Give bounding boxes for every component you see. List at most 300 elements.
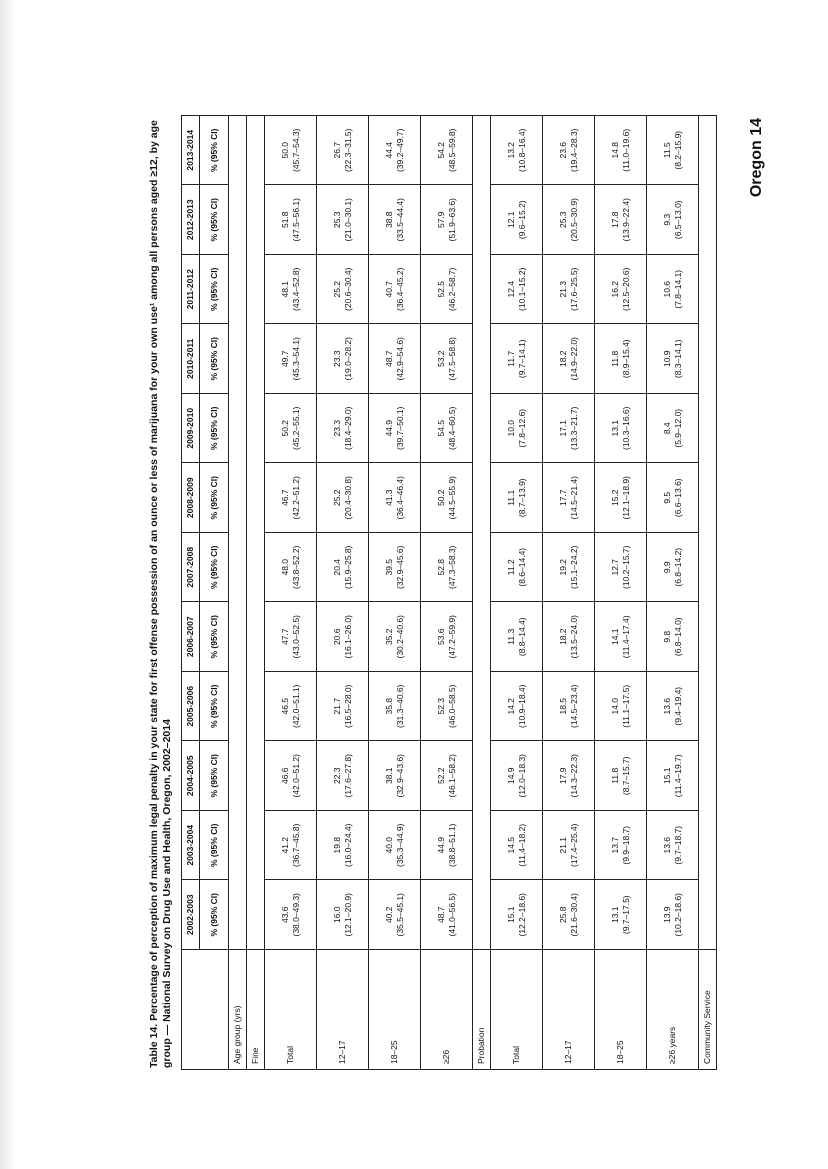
cell-confidence-interval: (38.8–51.1) bbox=[446, 823, 457, 867]
header-year-row bbox=[182, 116, 200, 1070]
table-cell bbox=[317, 463, 369, 533]
age-group-label: Age group (yrs) bbox=[229, 950, 247, 1070]
table-cell bbox=[369, 602, 421, 672]
cell-confidence-interval: (43.4–52.8) bbox=[290, 267, 301, 311]
table-cell bbox=[265, 811, 317, 881]
section-row bbox=[247, 116, 265, 1070]
cell-confidence-interval: (11.0–19.6) bbox=[620, 128, 631, 172]
cell-value: 11.2 bbox=[505, 559, 516, 576]
cell-confidence-interval: (51.9–63.6) bbox=[446, 198, 457, 242]
cell-value: 14.0 bbox=[609, 697, 620, 715]
cell-confidence-interval: (18.4–29.0) bbox=[342, 406, 353, 450]
cell-value: 52.3 bbox=[435, 697, 446, 715]
cell-value: 21.7 bbox=[331, 697, 342, 715]
cell-confidence-interval: (14.9–22.0) bbox=[568, 337, 579, 381]
cell-value: 41.2 bbox=[279, 836, 290, 854]
table-cell bbox=[647, 116, 699, 186]
cell-confidence-interval: (12.5–20.6) bbox=[620, 267, 631, 311]
table-cell bbox=[543, 324, 595, 394]
table-cell bbox=[543, 116, 595, 186]
cell-confidence-interval: (42.9–54.6) bbox=[394, 337, 405, 381]
table-cell bbox=[317, 741, 369, 811]
header-year-2002-2003: 2002-2003 bbox=[182, 880, 200, 950]
section-label: Community Service bbox=[699, 950, 717, 1070]
header-corner bbox=[182, 950, 229, 1070]
header-subheader: % (95% CI) bbox=[200, 533, 229, 603]
cell-confidence-interval: (8.6–14.4) bbox=[516, 547, 527, 587]
table-cell bbox=[595, 463, 647, 533]
cell-value: 14.5 bbox=[505, 836, 516, 854]
cell-confidence-interval: (17.6–25.5) bbox=[568, 267, 579, 311]
cell-confidence-interval: (11.4–19.7) bbox=[672, 754, 683, 798]
cell-confidence-interval: (6.8–14.2) bbox=[672, 547, 683, 587]
table-cell bbox=[265, 602, 317, 672]
table-cell bbox=[421, 324, 473, 394]
table-body bbox=[229, 116, 717, 1070]
cell-value: 20.4 bbox=[331, 558, 342, 576]
cell-confidence-interval: (47.2–59.9) bbox=[446, 615, 457, 659]
header-subheader: % (95% CI) bbox=[200, 185, 229, 255]
cell-value: 20.6 bbox=[331, 628, 342, 646]
cell-confidence-interval: (8.8–14.4) bbox=[516, 617, 527, 657]
cell-confidence-interval: (46.1–58.2) bbox=[446, 754, 457, 798]
table-cell bbox=[491, 463, 543, 533]
header-year-2005-2006: 2005-2006 bbox=[182, 672, 200, 742]
cell-value: 19.8 bbox=[331, 836, 342, 854]
table-cell bbox=[317, 255, 369, 325]
table-cell bbox=[265, 741, 317, 811]
cell-confidence-interval: (22.3–31.5) bbox=[342, 128, 353, 172]
cell-value: 50.2 bbox=[279, 419, 290, 437]
cell-confidence-interval: (9.7–18.7) bbox=[672, 825, 683, 865]
row-label: Total bbox=[491, 950, 543, 1070]
cell-confidence-interval: (10.2–15.7) bbox=[620, 545, 631, 589]
cell-value: 53.6 bbox=[435, 628, 446, 646]
cell-value: 13.1 bbox=[609, 419, 620, 437]
header-year-2012-2013: 2012-2013 bbox=[182, 185, 200, 255]
cell-confidence-interval: (13.3–21.7) bbox=[568, 406, 579, 450]
cell-value: 52.2 bbox=[435, 767, 446, 785]
table-cell bbox=[595, 185, 647, 255]
section-label: Fine bbox=[247, 950, 265, 1070]
cell-value: 48.1 bbox=[279, 280, 290, 298]
cell-value: 14.2 bbox=[505, 697, 516, 715]
table-cell bbox=[369, 463, 421, 533]
cell-confidence-interval: (12.1–18.9) bbox=[620, 476, 631, 520]
rotated-table-block bbox=[148, 115, 712, 1070]
table-cell bbox=[647, 602, 699, 672]
cell-value: 23.3 bbox=[331, 350, 342, 368]
table-cell bbox=[647, 811, 699, 881]
cell-value: 17.8 bbox=[609, 211, 620, 229]
cell-confidence-interval: (36.4–46.4) bbox=[394, 476, 405, 520]
table-cell bbox=[265, 255, 317, 325]
header-subheader: % (95% CI) bbox=[200, 880, 229, 950]
table-cell bbox=[265, 533, 317, 603]
cell-value: 13.6 bbox=[661, 836, 672, 854]
cell-confidence-interval: (8.7–15.7) bbox=[620, 756, 631, 796]
table-cell bbox=[647, 394, 699, 464]
cell-value: 50.0 bbox=[279, 141, 290, 159]
table-cell bbox=[317, 880, 369, 950]
section-fill bbox=[473, 116, 491, 950]
section-fill bbox=[699, 116, 717, 950]
table-row bbox=[317, 116, 369, 1070]
cell-confidence-interval: (36.4–45.2) bbox=[394, 267, 405, 311]
table-cell bbox=[317, 533, 369, 603]
cell-value: 15.1 bbox=[505, 906, 516, 924]
table-cell bbox=[543, 255, 595, 325]
row-label: ≥26 bbox=[421, 950, 473, 1070]
cell-confidence-interval: (11.4–17.4) bbox=[620, 615, 631, 659]
table-cell bbox=[647, 533, 699, 603]
cell-confidence-interval: (8.3–14.1) bbox=[672, 339, 683, 379]
row-label: 12–17 bbox=[543, 950, 595, 1070]
cell-value: 18.5 bbox=[557, 697, 568, 715]
table-cell bbox=[265, 116, 317, 186]
cell-confidence-interval: (45.2–55.1) bbox=[290, 406, 301, 450]
table-cell bbox=[647, 672, 699, 742]
table-cell bbox=[543, 463, 595, 533]
cell-value: 13.2 bbox=[505, 141, 516, 159]
cell-value: 25.2 bbox=[331, 489, 342, 507]
cell-value: 8.4 bbox=[661, 422, 672, 435]
cell-confidence-interval: (6.8–14.0) bbox=[672, 617, 683, 657]
cell-confidence-interval: (32.9–45.6) bbox=[394, 545, 405, 589]
age-group-row bbox=[229, 116, 247, 1070]
header-year-2007-2008: 2007-2008 bbox=[182, 533, 200, 603]
cell-value: 46.5 bbox=[279, 697, 290, 715]
cell-confidence-interval: (19.0–28.2) bbox=[342, 337, 353, 381]
cell-confidence-interval: (45.7–54.3) bbox=[290, 128, 301, 172]
cell-confidence-interval: (6.5–13.0) bbox=[672, 200, 683, 240]
table-cell bbox=[491, 394, 543, 464]
table-cell bbox=[265, 672, 317, 742]
cell-confidence-interval: (42.0–51.1) bbox=[290, 684, 301, 728]
header-year-2008-2009: 2008-2009 bbox=[182, 463, 200, 533]
cell-confidence-interval: (15.1–24.2) bbox=[568, 545, 579, 589]
cell-value: 26.7 bbox=[331, 141, 342, 159]
header-subheader: % (95% CI) bbox=[200, 394, 229, 464]
table-title: Table 14. Percentage of perception of maximum legal penalty in your state for first offense possession of an ounce or less of marijuana for your own use¹ among all persons aged ≥12, by age group — National Survey on Drug Use and Health, Oregon, 2002–2014 bbox=[148, 120, 173, 1068]
cell-confidence-interval: (9.4–19.4) bbox=[672, 686, 683, 726]
cell-value: 15.1 bbox=[661, 767, 672, 785]
table-cell bbox=[491, 185, 543, 255]
table-cell bbox=[317, 602, 369, 672]
table-cell bbox=[265, 880, 317, 950]
section-label: Probation bbox=[473, 950, 491, 1070]
table-row bbox=[647, 116, 699, 1070]
cell-confidence-interval: (41.0–56.5) bbox=[446, 893, 457, 937]
cell-confidence-interval: (42.2–51.2) bbox=[290, 476, 301, 520]
table-cell bbox=[421, 672, 473, 742]
cell-confidence-interval: (7.8–14.1) bbox=[672, 269, 683, 309]
cell-value: 16.0 bbox=[331, 906, 342, 924]
table-cell bbox=[421, 741, 473, 811]
table-cell bbox=[595, 116, 647, 186]
header-subheader: % (95% CI) bbox=[200, 255, 229, 325]
table-cell bbox=[543, 602, 595, 672]
table-cell bbox=[369, 741, 421, 811]
table-cell bbox=[369, 811, 421, 881]
cell-value: 46.6 bbox=[279, 767, 290, 785]
cell-value: 9.8 bbox=[661, 630, 672, 643]
cell-value: 9.9 bbox=[661, 561, 672, 574]
table-cell bbox=[543, 185, 595, 255]
cell-value: 14.1 bbox=[609, 628, 620, 646]
table-cell bbox=[421, 394, 473, 464]
table-cell bbox=[317, 811, 369, 881]
header-year-2010-2011: 2010-2011 bbox=[182, 324, 200, 394]
table-row bbox=[491, 116, 543, 1070]
cell-confidence-interval: (7.8–12.6) bbox=[516, 408, 527, 448]
table-cell bbox=[491, 255, 543, 325]
header-subheader: % (95% CI) bbox=[200, 116, 229, 186]
table-cell bbox=[421, 533, 473, 603]
cell-confidence-interval: (15.9–25.8) bbox=[342, 545, 353, 589]
table-cell bbox=[265, 463, 317, 533]
table-cell bbox=[317, 185, 369, 255]
table-cell bbox=[595, 672, 647, 742]
cell-value: 17.7 bbox=[557, 489, 568, 507]
cell-value: 40.2 bbox=[383, 906, 394, 924]
table-cell bbox=[543, 672, 595, 742]
cell-confidence-interval: (47.5–58.8) bbox=[446, 337, 457, 381]
table-cell bbox=[369, 116, 421, 186]
cell-confidence-interval: (47.3–58.3) bbox=[446, 545, 457, 589]
cell-value: 38.1 bbox=[383, 767, 394, 785]
cell-value: 17.1 bbox=[557, 419, 568, 437]
table-cell bbox=[595, 394, 647, 464]
table-cell bbox=[421, 463, 473, 533]
section-row bbox=[699, 116, 717, 1070]
header-subheader: % (95% CI) bbox=[200, 811, 229, 881]
table-cell bbox=[317, 672, 369, 742]
age-group-fill bbox=[229, 116, 247, 950]
cell-confidence-interval: (31.3–40.6) bbox=[394, 684, 405, 728]
cell-value: 10.0 bbox=[505, 419, 516, 437]
cell-confidence-interval: (46.2–58.7) bbox=[446, 267, 457, 311]
cell-confidence-interval: (8.2–15.9) bbox=[672, 130, 683, 170]
cell-value: 25.3 bbox=[557, 211, 568, 229]
cell-value: 35.2 bbox=[383, 628, 394, 646]
table-row bbox=[543, 116, 595, 1070]
cell-value: 54.2 bbox=[435, 141, 446, 159]
table-cell bbox=[595, 602, 647, 672]
row-label: 18–25 bbox=[369, 950, 421, 1070]
table-cell bbox=[647, 324, 699, 394]
row-label: ≥26 years bbox=[647, 950, 699, 1070]
cell-confidence-interval: (13.5–24.0) bbox=[568, 615, 579, 659]
table-cell bbox=[421, 880, 473, 950]
cell-confidence-interval: (10.8–16.4) bbox=[516, 128, 527, 172]
header-subheader: % (95% CI) bbox=[200, 602, 229, 672]
table-cell bbox=[421, 811, 473, 881]
row-label: 12–17 bbox=[317, 950, 369, 1070]
cell-value: 13.6 bbox=[661, 697, 672, 715]
cell-confidence-interval: (14.3–22.3) bbox=[568, 754, 579, 798]
cell-confidence-interval: (10.3–16.6) bbox=[620, 406, 631, 450]
cell-confidence-interval: (12.1–20.9) bbox=[342, 893, 353, 937]
table-cell bbox=[369, 324, 421, 394]
cell-value: 11.7 bbox=[505, 350, 516, 367]
header-subheader: % (95% CI) bbox=[200, 672, 229, 742]
cell-confidence-interval: (43.0–52.5) bbox=[290, 615, 301, 659]
cell-confidence-interval: (21.0–30.1) bbox=[342, 198, 353, 242]
table-cell bbox=[369, 185, 421, 255]
cell-confidence-interval: (35.5–45.1) bbox=[394, 893, 405, 937]
table-cell bbox=[491, 533, 543, 603]
cell-value: 10.6 bbox=[661, 280, 672, 298]
cell-confidence-interval: (39.2–49.7) bbox=[394, 128, 405, 172]
table-cell bbox=[543, 741, 595, 811]
cell-value: 21.1 bbox=[557, 836, 568, 854]
cell-confidence-interval: (45.3–54.1) bbox=[290, 337, 301, 381]
cell-confidence-interval: (17.4–25.4) bbox=[568, 823, 579, 867]
cell-confidence-interval: (5.9–12.0) bbox=[672, 408, 683, 448]
table-cell bbox=[647, 880, 699, 950]
cell-confidence-interval: (10.1–15.2) bbox=[516, 267, 527, 311]
cell-value: 12.7 bbox=[609, 558, 620, 576]
cell-confidence-interval: (10.9–18.4) bbox=[516, 684, 527, 728]
table-cell bbox=[317, 324, 369, 394]
cell-confidence-interval: (11.1–17.5) bbox=[620, 684, 631, 728]
cell-value: 9.5 bbox=[661, 491, 672, 504]
cell-confidence-interval: (9.7–14.1) bbox=[516, 339, 527, 379]
table-cell bbox=[317, 394, 369, 464]
header-year-2004-2005: 2004-2005 bbox=[182, 741, 200, 811]
cell-value: 53.2 bbox=[435, 350, 446, 368]
cell-value: 52.5 bbox=[435, 280, 446, 298]
cell-value: 9.3 bbox=[661, 213, 672, 226]
table-cell bbox=[647, 463, 699, 533]
table-cell bbox=[595, 324, 647, 394]
cell-confidence-interval: (13.9–22.4) bbox=[620, 198, 631, 242]
cell-value: 13.1 bbox=[609, 906, 620, 924]
page-number: Oregon 14 bbox=[748, 118, 765, 198]
cell-value: 44.9 bbox=[383, 419, 394, 437]
header-year-2013-2014: 2013-2014 bbox=[182, 116, 200, 186]
cell-confidence-interval: (10.2–18.6) bbox=[672, 893, 683, 937]
table-row bbox=[369, 116, 421, 1070]
table-cell bbox=[369, 255, 421, 325]
cell-value: 15.2 bbox=[609, 489, 620, 507]
header-subheader: % (95% CI) bbox=[200, 741, 229, 811]
cell-confidence-interval: (16.5–28.0) bbox=[342, 684, 353, 728]
table-cell bbox=[491, 741, 543, 811]
cell-value: 35.8 bbox=[383, 697, 394, 715]
table-cell bbox=[491, 324, 543, 394]
cell-confidence-interval: (46.0–58.5) bbox=[446, 684, 457, 728]
cell-value: 48.7 bbox=[435, 906, 446, 924]
table-cell bbox=[595, 811, 647, 881]
cell-value: 48.7 bbox=[383, 350, 394, 368]
cell-value: 17.9 bbox=[557, 767, 568, 785]
cell-value: 10.9 bbox=[661, 350, 672, 368]
header-subheader: % (95% CI) bbox=[200, 324, 229, 394]
cell-confidence-interval: (47.5–56.1) bbox=[290, 198, 301, 242]
table-cell bbox=[595, 741, 647, 811]
table-cell bbox=[369, 394, 421, 464]
table-cell bbox=[491, 811, 543, 881]
cell-value: 57.9 bbox=[435, 211, 446, 229]
cell-confidence-interval: (8.9–15.4) bbox=[620, 339, 631, 379]
cell-confidence-interval: (44.5–55.9) bbox=[446, 476, 457, 520]
cell-confidence-interval: (20.4–30.8) bbox=[342, 476, 353, 520]
table-cell bbox=[421, 185, 473, 255]
table-cell bbox=[491, 116, 543, 186]
cell-value: 25.8 bbox=[557, 906, 568, 924]
cell-value: 12.1 bbox=[505, 211, 516, 229]
cell-value: 25.3 bbox=[331, 211, 342, 229]
cell-value: 19.2 bbox=[557, 558, 568, 576]
header-subheader-row bbox=[200, 116, 229, 1070]
table-cell bbox=[265, 185, 317, 255]
cell-value: 21.3 bbox=[557, 280, 568, 298]
cell-value: 41.3 bbox=[383, 489, 394, 507]
cell-confidence-interval: (32.9–43.6) bbox=[394, 754, 405, 798]
cell-confidence-interval: (11.4–18.2) bbox=[516, 823, 527, 867]
cell-confidence-interval: (38.0–49.3) bbox=[290, 893, 301, 937]
table-cell bbox=[595, 255, 647, 325]
cell-value: 23.6 bbox=[557, 141, 568, 159]
cell-confidence-interval: (8.7–13.9) bbox=[516, 478, 527, 518]
cell-confidence-interval: (21.6–30.4) bbox=[568, 893, 579, 937]
cell-confidence-interval: (30.2–40.6) bbox=[394, 615, 405, 659]
cell-value: 11.8 bbox=[609, 350, 620, 367]
header-year-2009-2010: 2009-2010 bbox=[182, 394, 200, 464]
header-year-2003-2004: 2003-2004 bbox=[182, 811, 200, 881]
cell-value: 43.6 bbox=[279, 906, 290, 924]
cell-value: 23.3 bbox=[331, 419, 342, 437]
header-subheader: % (95% CI) bbox=[200, 463, 229, 533]
table-cell bbox=[543, 880, 595, 950]
cell-confidence-interval: (48.5–59.8) bbox=[446, 128, 457, 172]
table-cell bbox=[265, 394, 317, 464]
cell-value: 44.4 bbox=[383, 141, 394, 159]
cell-value: 46.7 bbox=[279, 489, 290, 507]
table-row bbox=[595, 116, 647, 1070]
cell-value: 11.1 bbox=[505, 489, 516, 506]
table-cell bbox=[491, 602, 543, 672]
cell-value: 44.9 bbox=[435, 836, 446, 854]
cell-value: 13.7 bbox=[609, 836, 620, 854]
cell-confidence-interval: (9.9–18.7) bbox=[620, 825, 631, 865]
table-cell bbox=[647, 185, 699, 255]
cell-value: 40.7 bbox=[383, 280, 394, 298]
section-fill bbox=[247, 116, 265, 950]
table-cell bbox=[647, 741, 699, 811]
cell-confidence-interval: (42.0–51.2) bbox=[290, 754, 301, 798]
cell-value: 39.5 bbox=[383, 558, 394, 576]
header-year-2006-2007: 2006-2007 bbox=[182, 602, 200, 672]
table-cell bbox=[595, 533, 647, 603]
cell-confidence-interval: (20.6–30.4) bbox=[342, 267, 353, 311]
data-table bbox=[181, 115, 717, 1070]
row-label: 18–25 bbox=[595, 950, 647, 1070]
cell-confidence-interval: (20.5–30.9) bbox=[568, 198, 579, 242]
cell-confidence-interval: (16.1–26.0) bbox=[342, 615, 353, 659]
table-cell bbox=[421, 116, 473, 186]
cell-value: 14.9 bbox=[505, 767, 516, 785]
table-cell bbox=[543, 394, 595, 464]
cell-confidence-interval: (14.5–23.4) bbox=[568, 684, 579, 728]
table-cell bbox=[543, 533, 595, 603]
cell-confidence-interval: (35.3–44.9) bbox=[394, 823, 405, 867]
cell-value: 11.8 bbox=[609, 767, 620, 784]
cell-value: 22.3 bbox=[331, 767, 342, 785]
cell-confidence-interval: (12.2–18.6) bbox=[516, 893, 527, 937]
